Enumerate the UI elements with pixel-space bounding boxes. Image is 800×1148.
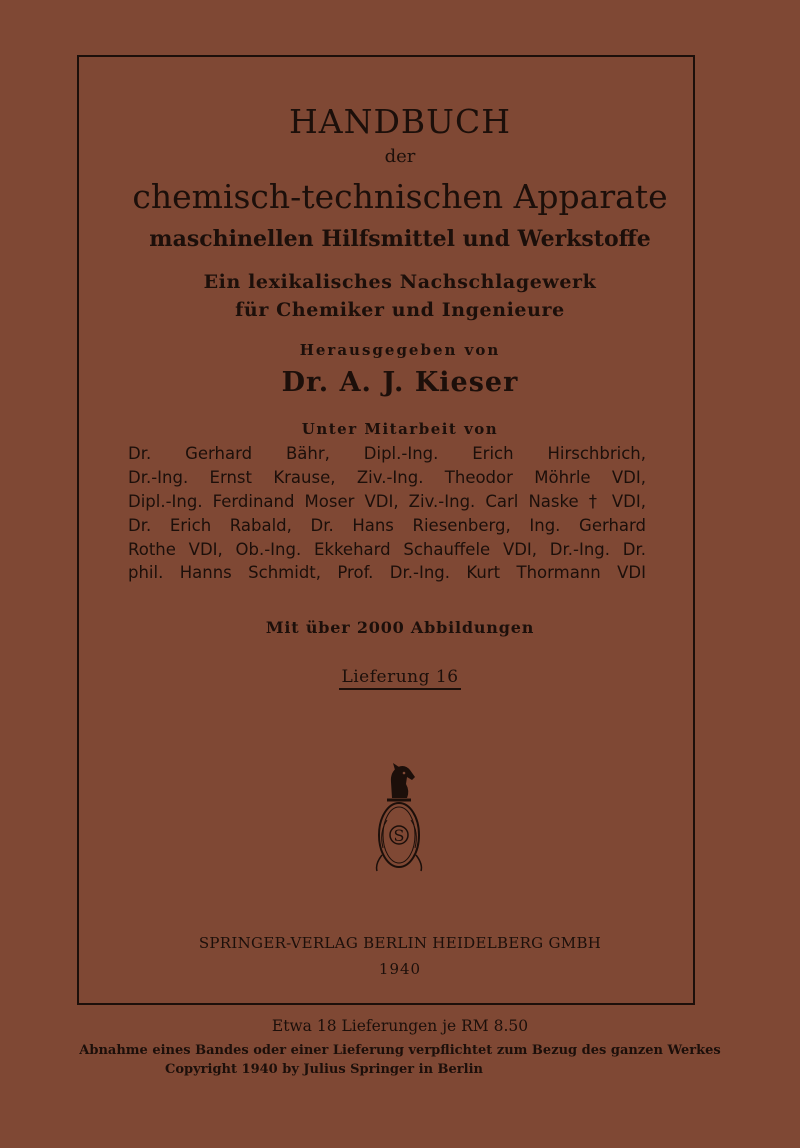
book-subtitle: chemisch-technischen Apparate bbox=[132, 177, 668, 216]
editor-name: Dr. A. J. Kieser bbox=[281, 367, 519, 398]
illustrations-note: Mit über 2000 Abbildungen bbox=[265, 618, 535, 637]
contributors-line: phil. Hanns Schmidt, Prof. Dr.-Ing. Kurt Thormann VDI bbox=[128, 563, 646, 582]
contributors-line: Dipl.-Ing. Ferdinand Moser VDI, Ziv.-Ing. Carl Naske † VDI, bbox=[128, 492, 646, 511]
subscription-note: Abnahme eines Bandes oder einer Lieferung verpflichtet zum Bezug des ganzen Werkes bbox=[79, 1043, 721, 1058]
book-title: HANDBUCH bbox=[288, 102, 512, 141]
description-line-1: Ein lexikalisches Nachschlagewerk bbox=[203, 271, 597, 293]
issue-label bbox=[0, 667, 800, 687]
description-line-2: für Chemiker und Ingenieure bbox=[235, 299, 565, 321]
publisher-name: SPRINGER-VERLAG BERLIN HEIDELBERG GMBH bbox=[198, 934, 602, 952]
book-subtitle-2: maschinellen Hilfsmittel und Werkstoffe bbox=[149, 226, 651, 252]
contributors-line: Dr.-Ing. Ernst Krause, Ziv.-Ing. Theodor Möhrle VDI, bbox=[128, 468, 646, 487]
springer-knight-logo-icon bbox=[349, 760, 449, 884]
logo-letter: S bbox=[393, 826, 405, 845]
contributors-line: Dr. Erich Rabald, Dr. Hans Riesenberg, Ing. Gerhard bbox=[128, 516, 646, 535]
contributors-line: Rothe VDI, Ob.-Ing. Ekkehard Schauffele VDI, Dr.-Ing. Dr. bbox=[128, 540, 646, 559]
copyright-note: Copyright 1940 by Julius Springer in Berlin bbox=[165, 1062, 483, 1077]
publication-year: 1940 bbox=[378, 960, 422, 978]
price-note: Etwa 18 Lieferungen je RM 8.50 bbox=[271, 1017, 529, 1035]
issue-number: Lieferung 16 bbox=[339, 667, 460, 690]
contributors-line: Dr. Gerhard Bähr, Dipl.-Ing. Erich Hirschbrich, bbox=[128, 444, 646, 463]
title-connector: der bbox=[384, 146, 416, 167]
editor-label: Herausgegeben von bbox=[299, 341, 501, 359]
collaboration-label: Unter Mitarbeit von bbox=[301, 420, 499, 438]
